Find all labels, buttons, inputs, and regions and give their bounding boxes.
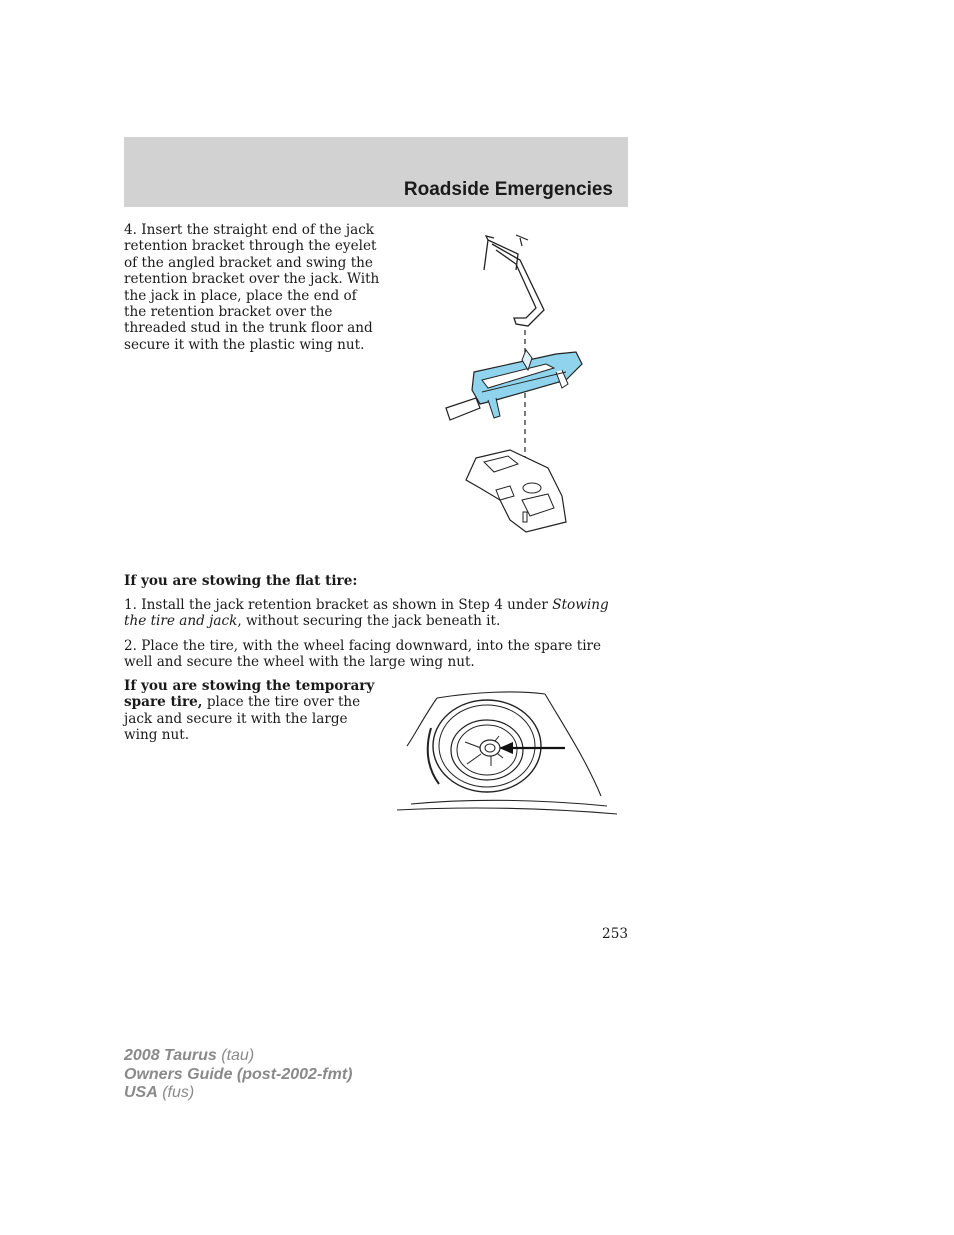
- page-number: 253: [602, 926, 628, 942]
- footer-model-code: (tau): [216, 1047, 255, 1064]
- temporary-spare-lead: If you are stowing the temporary spare tire,: [124, 678, 375, 711]
- footer-line-3: [124, 1084, 352, 1103]
- flat-tire-heading: If you are stowing the flat tire:: [124, 573, 358, 589]
- footer-market: USA: [124, 1084, 158, 1101]
- footer-doc-info: [124, 1047, 352, 1103]
- flat-tire-step-1: [124, 597, 624, 630]
- flat-tire-step-2: 2. Place the tire, with the wheel facing downward, into the spare tire well and secure the wheel with the large wing nut.: [124, 638, 602, 671]
- footer-market-code: (fus): [157, 1084, 195, 1101]
- temporary-spare-text: place the tire over the jack and secure it with the large wing nut.: [124, 694, 361, 744]
- spare-tire-wing-nut-illustration: [395, 688, 617, 818]
- footer-guide: Owners Guide (post-2002-fmt): [124, 1065, 353, 1083]
- step-1-reference: Stowing the tire and jack: [124, 597, 609, 630]
- section-title: Roadside Emergencies: [403, 179, 613, 200]
- footer-line-2: [124, 1066, 352, 1085]
- jack-retention-bracket-illustration: [436, 232, 586, 537]
- footer-model: 2008 Taurus: [124, 1047, 217, 1064]
- step-4-paragraph: 4. Insert the straight end of the jack retention bracket through the eyelet of the angled bracket and swing the retention bracket over the jack. With the jack in place, place the end of the retention bracket over the threaded stud in the trunk floor and secure it with the plastic wing nut.: [124, 222, 380, 353]
- step-1-text-end: , without securing the jack beneath it.: [237, 613, 501, 630]
- temporary-spare-paragraph: [124, 678, 380, 744]
- step-1-text: 1. Install the jack retention bracket as shown in Step 4 under: [124, 597, 553, 613]
- section-header-band: [124, 137, 628, 207]
- footer-line-1: [124, 1047, 352, 1066]
